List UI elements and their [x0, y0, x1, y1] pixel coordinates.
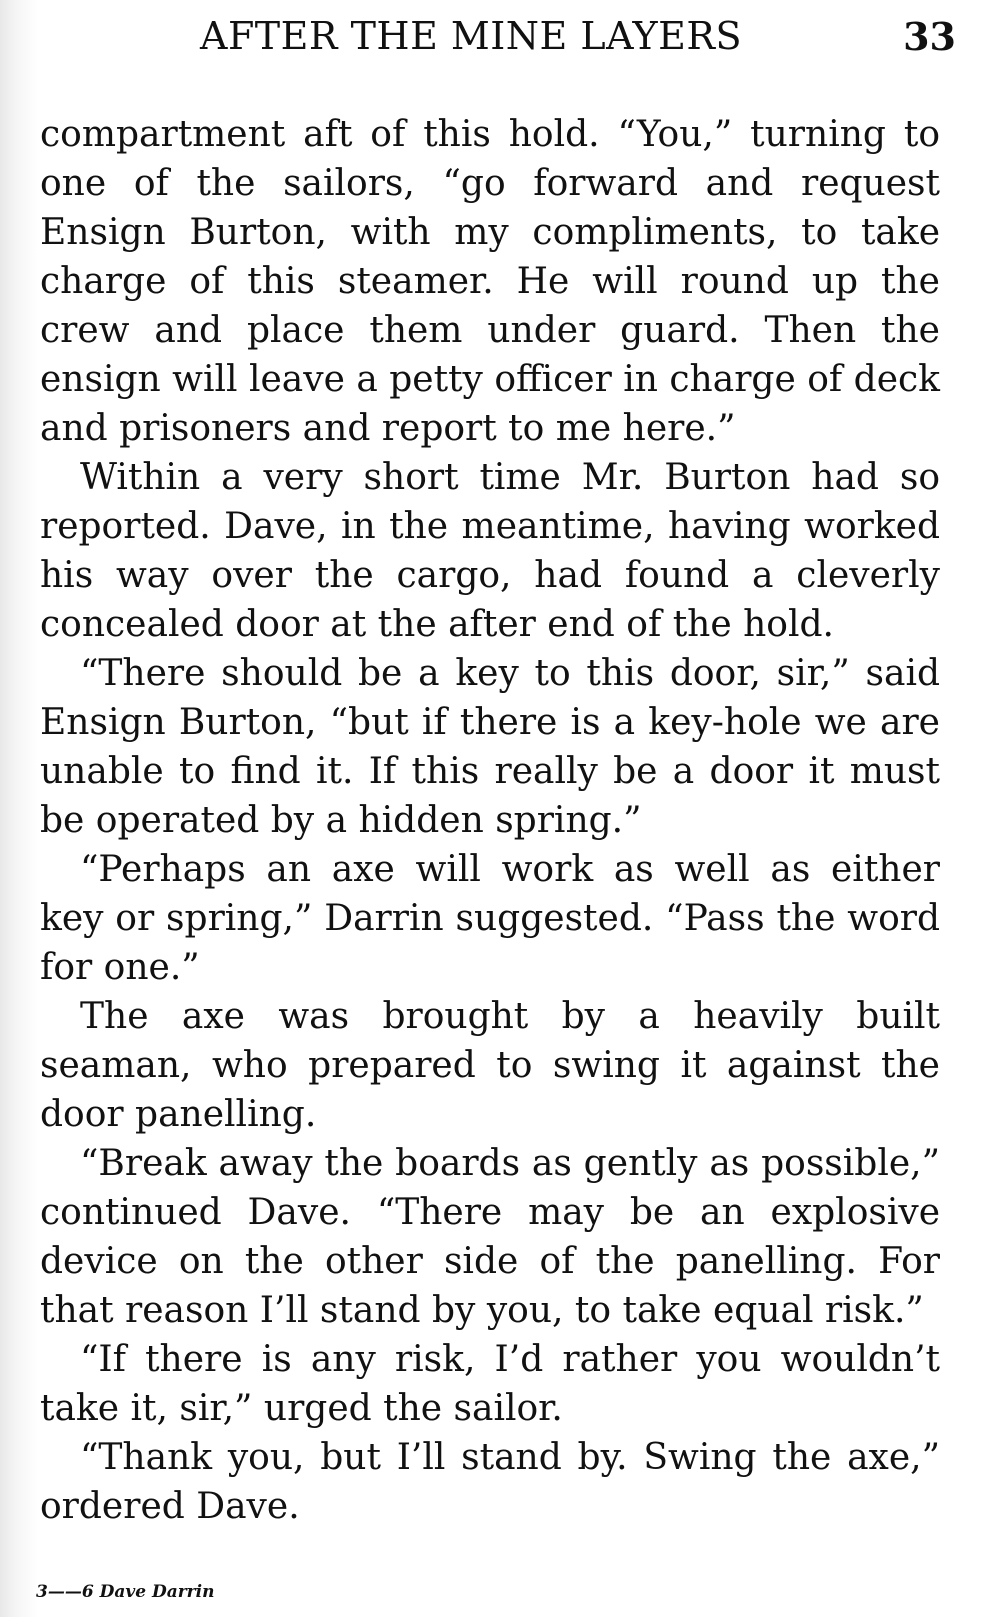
body-text — [40, 110, 940, 1531]
paragraph: The axe was brought by a heavily built seaman, who prepared to swing it against the door panelling. — [40, 996, 940, 1135]
signature-mark: 3——6 Dave Darrin — [36, 1582, 215, 1602]
paragraph: Within a very short time Mr. Burton had so reported. Dave, in the meantime, having worked his way over the cargo, had found a cleverly concealed door at the after end of the hold. — [40, 457, 940, 645]
paragraph: “There should be a key to this door, sir,” said Ensign Burton, “but if there is a key-hole we are unable to find it. If this really be a door it must be operated by a hidden spring.” — [40, 653, 940, 841]
paragraph-continued: compartment aft of this hold. “You,” turning to one of the sailors, “go forward and request Ensign Burton, with my compliments, to take charge of this steamer. He will round up the crew and place them under guard. Then the ensign will leave a petty officer in charge of deck and prisoners and report to me here.” — [40, 114, 940, 449]
paragraph: “Perhaps an axe will work as well as either key or spring,” Darrin suggested. “Pass the word for one.” — [40, 849, 940, 988]
page-gutter-shadow — [0, 0, 38, 1617]
paragraph: “Break away the boards as gently as possible,” continued Dave. “There may be an explosive device on the other side of the panelling. For that reason I’ll stand by you, to take equal risk.” — [40, 1143, 940, 1331]
paragraph: “If there is any risk, I’d rather you wouldn’t take it, sir,” urged the sailor. — [40, 1339, 940, 1429]
running-head — [0, 14, 1000, 66]
paragraph: “Thank you, but I’ll stand by. Swing the axe,” ordered Dave. — [40, 1437, 940, 1527]
running-title: AFTER THE MINE LAYERS — [200, 14, 742, 58]
page-number: 33 — [903, 14, 956, 59]
